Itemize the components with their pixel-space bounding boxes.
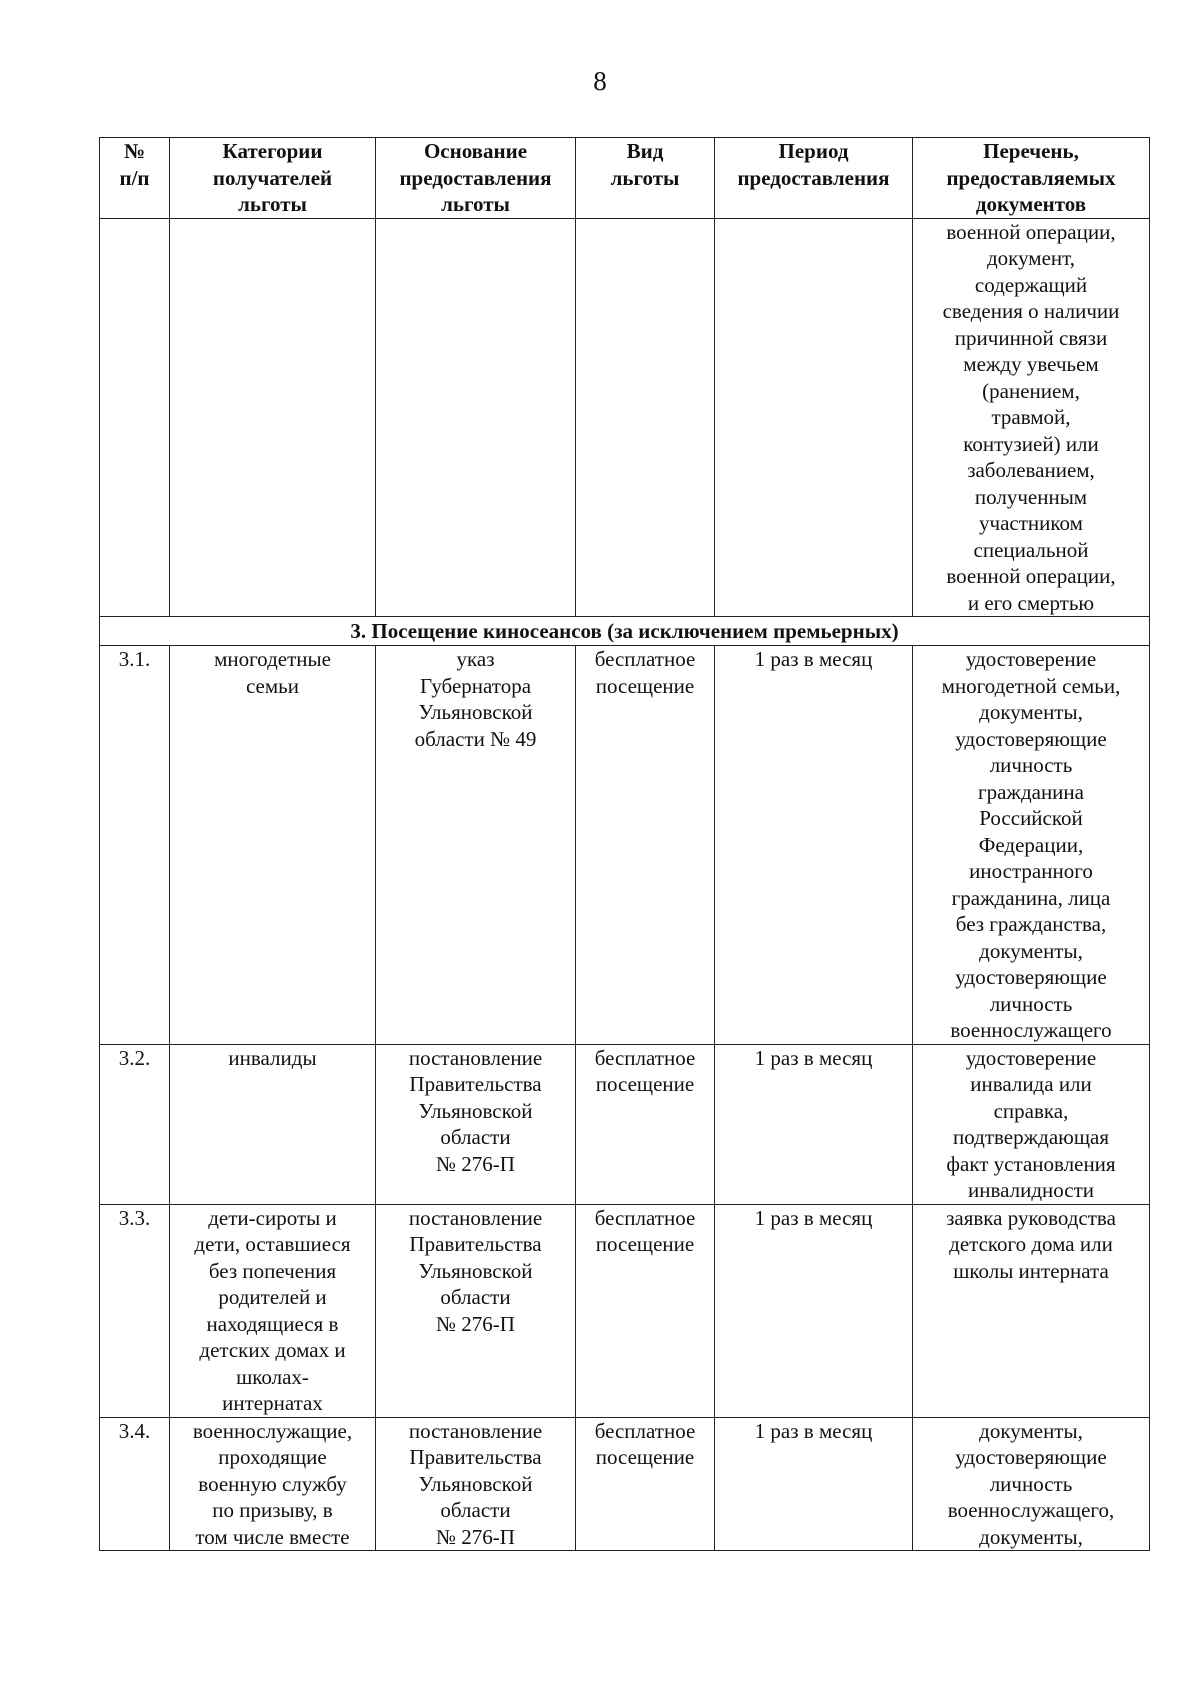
cell-documents: военной операции, документ, содержащий сведения о наличии причинной связи между увечьем (ранением, травмой, контузией) или заболеванием, полученным участником специальной военной операции, и его смертью <box>913 218 1150 617</box>
cell-documents: удостоверение многодетной семьи, документы, удостоверяющие личность гражданина Российской Федерации, иностранного гражданина, лица без гражданства, документы, удостоверяющие личность военнослужащего <box>913 646 1150 1045</box>
cell-type: бесплатное посещение <box>576 1044 715 1204</box>
section-title: 3. Посещение киносеансов (за исключением премьерных) <box>100 617 1150 646</box>
cell-empty <box>170 218 376 617</box>
header-category: Категории получателей льготы <box>170 138 376 219</box>
cell-basis: постановление Правительства Ульяновской области № 276-П <box>376 1417 576 1551</box>
table-row <box>100 1204 1150 1417</box>
cell-basis: указ Губернатора Ульяновской области № 49 <box>376 646 576 1045</box>
cell-category: военнослужащие, проходящие военную службу по призыву, в том числе вместе <box>170 1417 376 1551</box>
table-header-row <box>100 138 1150 219</box>
table-row <box>100 1044 1150 1204</box>
cell-type: бесплатное посещение <box>576 1204 715 1417</box>
header-basis: Основание предоставления льготы <box>376 138 576 219</box>
cell-documents: заявка руководства детского дома или школы интерната <box>913 1204 1150 1417</box>
section-header-row <box>100 617 1150 646</box>
cell-period: 1 раз в месяц <box>715 1417 913 1551</box>
table-row-continuation <box>100 218 1150 617</box>
cell-basis: постановление Правительства Ульяновской области № 276-П <box>376 1204 576 1417</box>
cell-period: 1 раз в месяц <box>715 1204 913 1417</box>
cell-basis: постановление Правительства Ульяновской области № 276-П <box>376 1044 576 1204</box>
cell-number: 3.1. <box>100 646 170 1045</box>
cell-documents: документы, удостоверяющие личность военнослужащего, документы, <box>913 1417 1150 1551</box>
cell-empty <box>715 218 913 617</box>
page-number: 8 <box>593 66 607 96</box>
header-number: № п/п <box>100 138 170 219</box>
cell-category: многодетные семьи <box>170 646 376 1045</box>
cell-category: дети-сироты и дети, оставшиеся без попечения родителей и находящиеся в детских домах и школах- интернатах <box>170 1204 376 1417</box>
table-row <box>100 1417 1150 1551</box>
cell-period: 1 раз в месяц <box>715 1044 913 1204</box>
benefits-table <box>99 137 1150 1551</box>
table-row <box>100 646 1150 1045</box>
cell-number: 3.3. <box>100 1204 170 1417</box>
cell-empty <box>100 218 170 617</box>
cell-period: 1 раз в месяц <box>715 646 913 1045</box>
cell-number: 3.4. <box>100 1417 170 1551</box>
cell-type: бесплатное посещение <box>576 1417 715 1551</box>
header-period: Период предоставления <box>715 138 913 219</box>
cell-documents: удостоверение инвалида или справка, подтверждающая факт установления инвалидности <box>913 1044 1150 1204</box>
cell-type: бесплатное посещение <box>576 646 715 1045</box>
cell-number: 3.2. <box>100 1044 170 1204</box>
cell-category: инвалиды <box>170 1044 376 1204</box>
header-type: Вид льготы <box>576 138 715 219</box>
cell-empty <box>376 218 576 617</box>
header-documents: Перечень, предоставляемых документов <box>913 138 1150 219</box>
cell-empty <box>576 218 715 617</box>
